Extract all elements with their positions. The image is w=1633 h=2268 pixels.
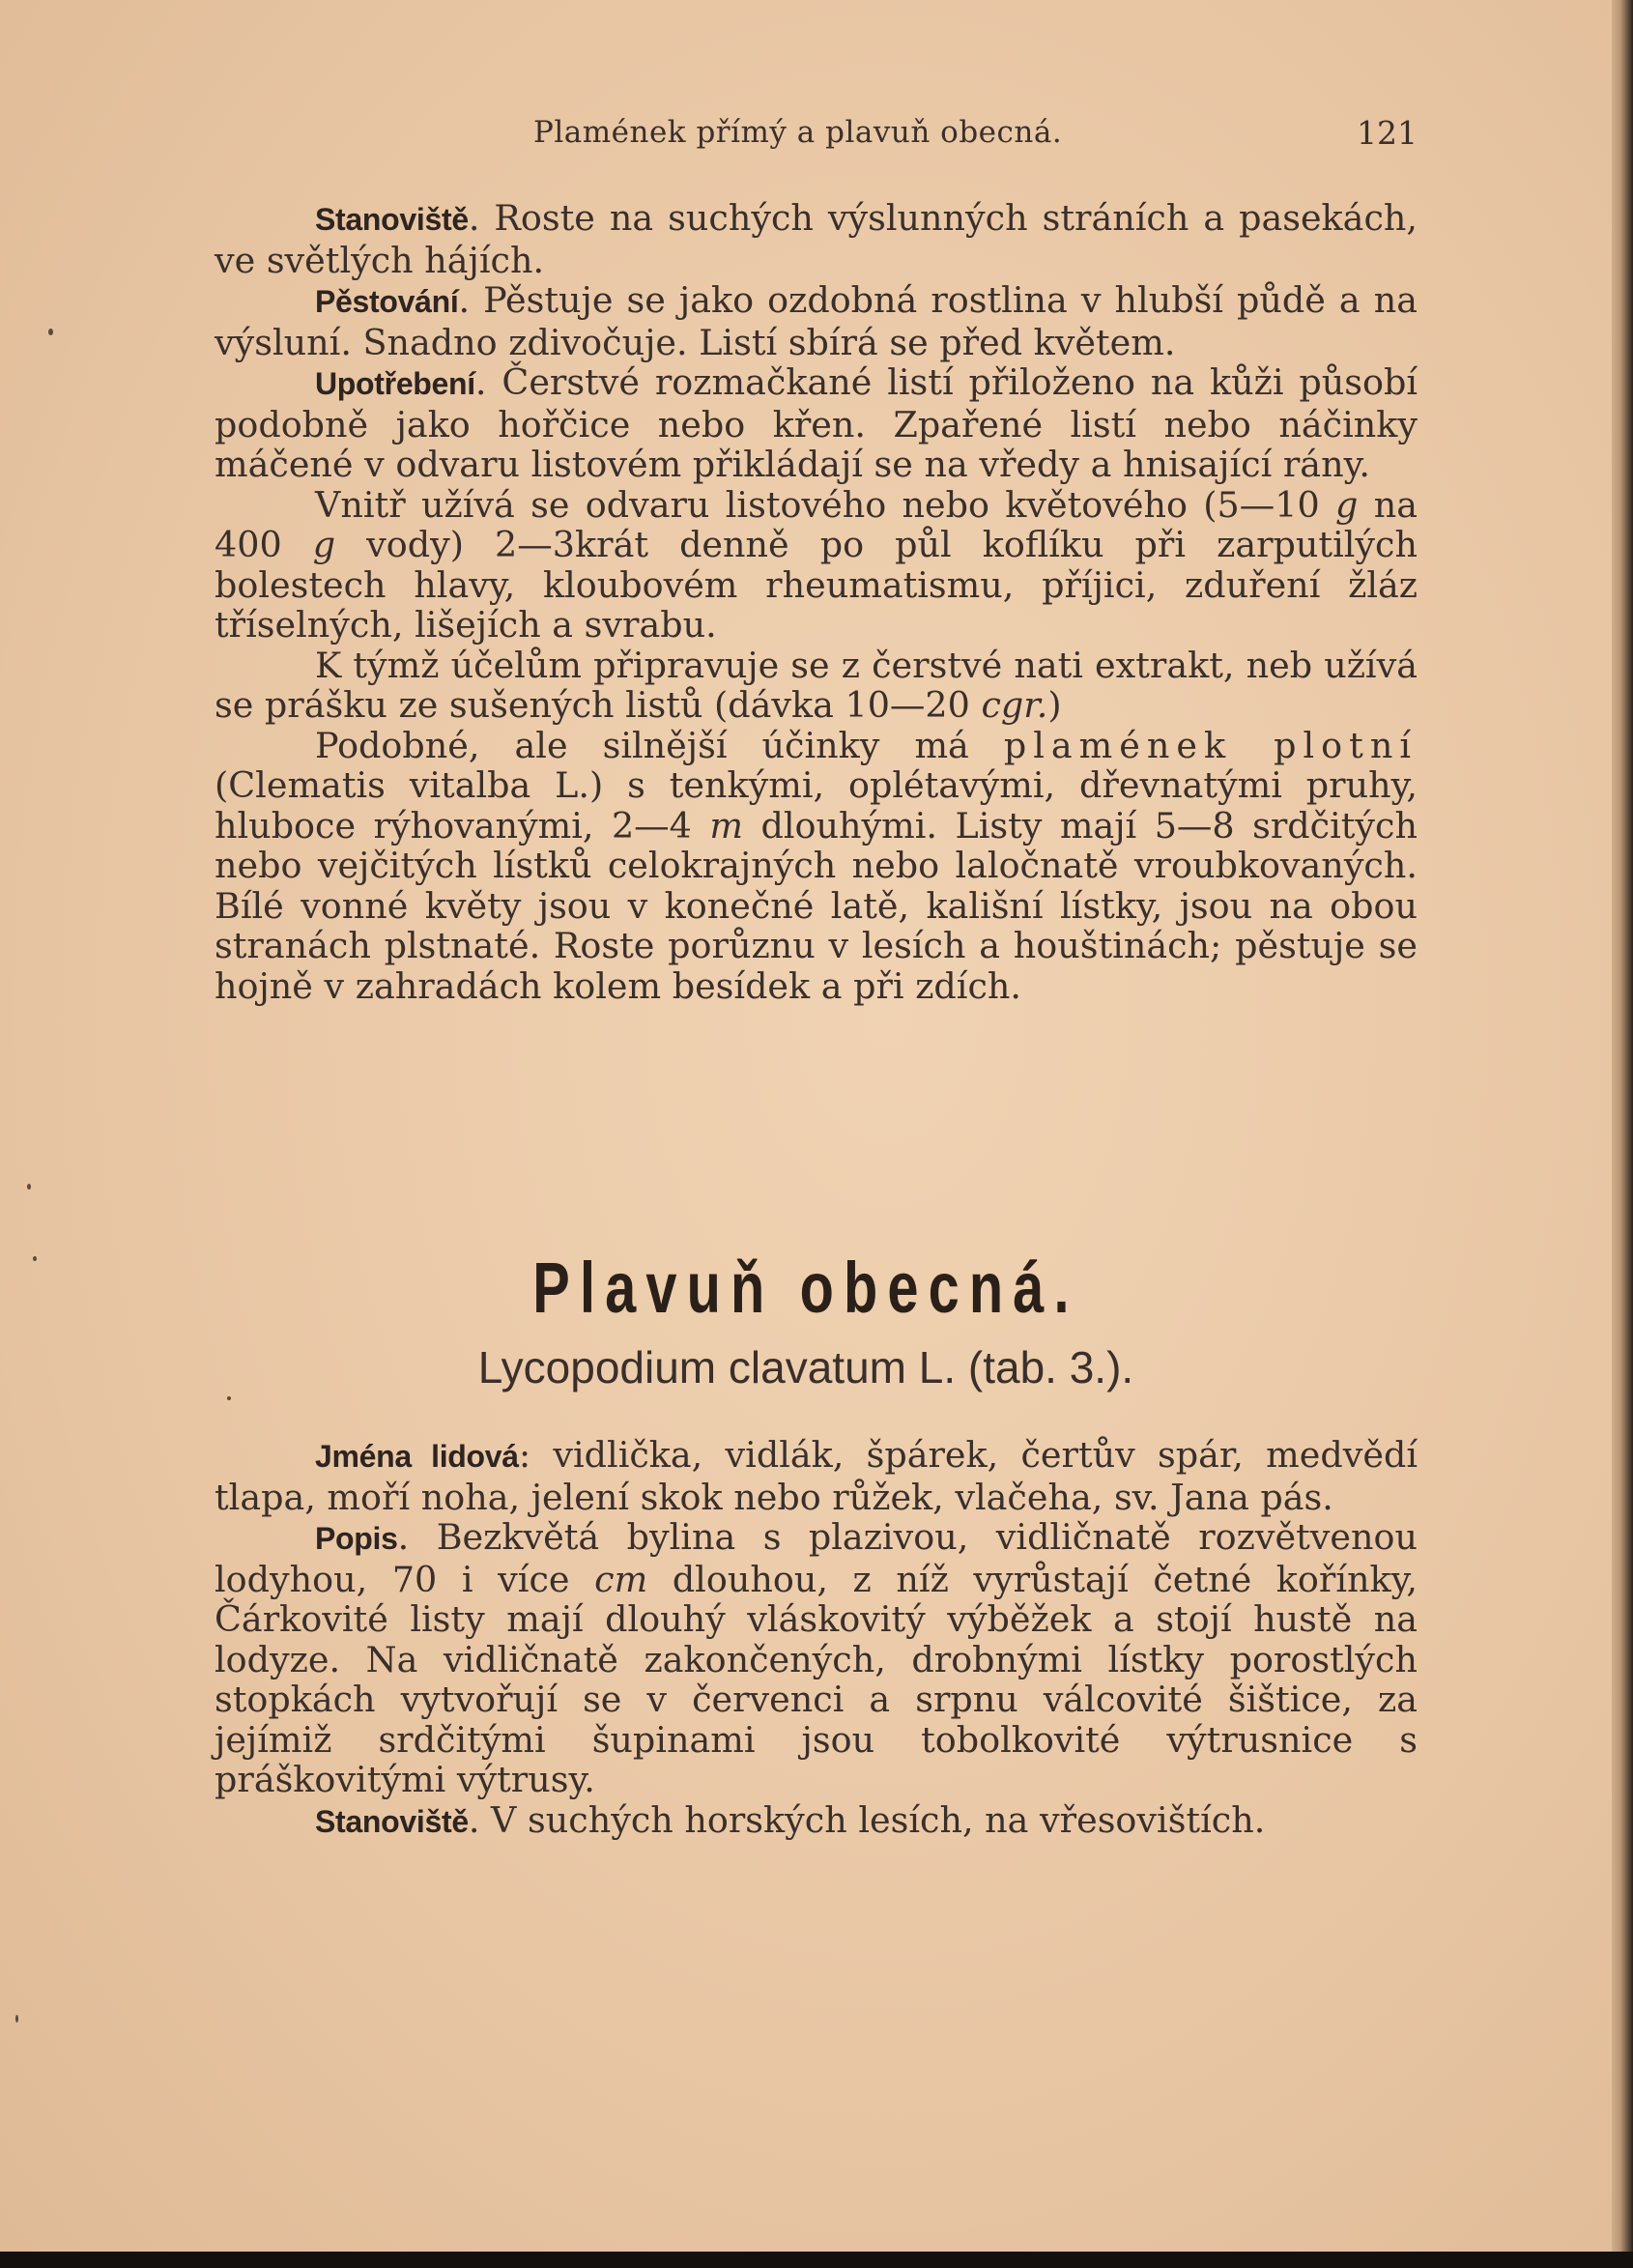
paragraph-plotni [215, 726, 1418, 1007]
paragraph-upotrebeni [215, 362, 1418, 485]
unit-g-1: g [1335, 483, 1359, 526]
page-right-edge [1612, 0, 1633, 2268]
page-bottom-edge [0, 2252, 1633, 2268]
speck [227, 1396, 231, 1400]
label-stanoviste-2: Stanoviště [315, 1803, 469, 1839]
unit-m: m [709, 804, 743, 847]
text-popis-2: dlouhou, z níž vyrůstají četné kořínky, Čárkovité listy mají dlouhý vláskovitý výběžek a stojí hustě na lodyze. Na vidličnatě zakončených, drobnými lístky porostlých stopkách vytvořují se v červenci a srpnu válcovité šištice, za jejímiž srdčitými šupinami jsou tobolkovité výtrusnice s práškovitými výtrusy. [215, 1558, 1418, 1800]
paragraph-stanoviste [215, 198, 1418, 280]
text-vnitr-1: Vnitř užívá se odvaru listového nebo květového (5—10 [315, 483, 1336, 526]
running-title: Plamének přímý a plavuň obecná. [533, 115, 1063, 150]
text-plotni-2: (Clematis vitalba L.) s tenkými, oplétavými, dřevnatými pruhy, hluboce rýhovanými, 2—4 [215, 764, 1418, 847]
page-header [215, 113, 1418, 161]
text-popis-1: . Bezkvětá bylina s plazivou, vidličnatě rozvětvenou lodyhou, 70 i více [215, 1516, 1418, 1600]
paragraph-jmena [215, 1435, 1418, 1517]
text-extrakt-2: ) [1047, 684, 1062, 726]
section-title: Plavuň obecná. [532, 1248, 1079, 1328]
text-pestovani: . Pěstuje se jako ozdobná rostlina v hlubší půdě a na výsluní. Snadno zdivočuje. Listí sbírá se před květem. [215, 279, 1418, 363]
label-jmena: Jména lidová [315, 1439, 519, 1474]
section-subtitle: Lycopodium clavatum L. (tab. 3.). [477, 1342, 1134, 1392]
label-pestovani: Pěstování [315, 284, 459, 319]
speck [48, 329, 53, 335]
text-stanoviste-2: . V suchých horských lesích, na vřesovištích. [468, 1798, 1266, 1841]
label-upotrebeni: Upotřebení [315, 366, 475, 401]
speck [33, 1256, 37, 1261]
paragraph-vnitr [215, 485, 1418, 646]
label-popis: Popis [315, 1521, 398, 1556]
speck [15, 2015, 18, 2023]
text-stanoviste: . Roste na suchých výslunných stráních a pasekách, ve světlých hájích. [215, 197, 1418, 281]
paragraph-stanoviste-2 [215, 1800, 1418, 1843]
speck [27, 1184, 31, 1190]
page-number: 121 [1357, 114, 1418, 152]
text-upotrebeni: . Čerstvé rozmačkané listí přiloženo na kůži působí podobně jako hořčice nebo křen. Zpařené listí nebo náčinky máčené v odvaru listovém přikládají se na vředy a hnisající rány. [215, 361, 1418, 485]
paragraph-popis [215, 1517, 1418, 1800]
text-extrakt-1: K týmž účelům připravuje se z čerstvé nati extrakt, neb užívá se prášku ze sušených listů (dávka 10—20 [215, 644, 1418, 726]
text-vnitr-3: vody) 2—3krát denně po půl koflíku při zarputilých bolestech hlavy, kloubovém rheumatismu, příjici, zduření žláz tříselných, lišejích a svrabu. [215, 524, 1418, 646]
text-jmena: : vidlička, vidlák, špárek, čertův spár, medvědí tlapa, moří noha, jelení skok nebo růžek, vlačeha, sv. Jana pás. [215, 1434, 1418, 1518]
text-plotni-1: Podobné, ale silnější účinky má [315, 724, 1004, 766]
text-plotni-spaced: plamének plotní [1003, 724, 1418, 766]
paragraph-extrakt [215, 646, 1418, 726]
unit-cm: cm [594, 1558, 648, 1600]
unit-g-2: g [312, 524, 336, 565]
text-vnitr-2: na 400 [215, 483, 1418, 565]
section-plamenek [215, 198, 1418, 1006]
unit-cgr: cgr. [981, 684, 1048, 726]
section-plavun [215, 1435, 1418, 1842]
paragraph-pestovani [215, 280, 1418, 362]
text-plotni-3: dlouhými. Listy mají 5—8 srdčitých nebo vejčitých lístků celokrajných nebo laločnatě vroubkovaných. Bílé vonné květy jsou v konečné latě, kališní lístky, jsou na obou stranách plstnaté. Roste porůznu v lesích a houštinách; pěstuje se hojně v zahradách kolem besídek a při zdích. [215, 804, 1418, 1007]
label-stanoviste: Stanoviště [315, 202, 469, 237]
